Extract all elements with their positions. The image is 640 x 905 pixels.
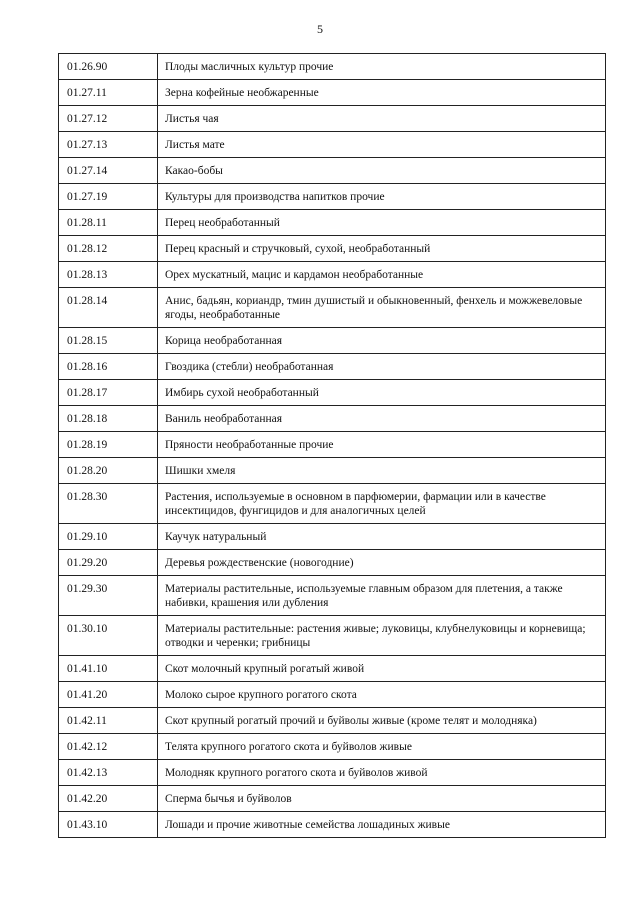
name-cell: Каучук натуральный <box>158 524 606 550</box>
table-row <box>59 432 606 458</box>
name-cell: Молодняк крупного рогатого скота и буйволов живой <box>158 760 606 786</box>
table-row <box>59 106 606 132</box>
code-cell: 01.29.30 <box>59 576 158 616</box>
code-cell: 01.42.20 <box>59 786 158 812</box>
name-cell: Шишки хмеля <box>158 458 606 484</box>
table-row <box>59 682 606 708</box>
code-cell: 01.28.12 <box>59 236 158 262</box>
code-cell: 01.28.14 <box>59 288 158 328</box>
name-cell: Листья чая <box>158 106 606 132</box>
name-cell: Перец красный и стручковый, сухой, необработанный <box>158 236 606 262</box>
name-cell: Пряности необработанные прочие <box>158 432 606 458</box>
table-row <box>59 328 606 354</box>
code-cell: 01.28.17 <box>59 380 158 406</box>
name-cell: Гвоздика (стебли) необработанная <box>158 354 606 380</box>
table-row <box>59 210 606 236</box>
name-cell: Скот молочный крупный рогатый живой <box>158 656 606 682</box>
name-cell: Какао-бобы <box>158 158 606 184</box>
name-cell: Скот крупный рогатый прочий и буйволы живые (кроме телят и молодняка) <box>158 708 606 734</box>
name-cell: Листья мате <box>158 132 606 158</box>
name-cell: Деревья рождественские (новогодние) <box>158 550 606 576</box>
name-cell: Растения, используемые в основном в парфюмерии, фармации или в качестве инсектицидов, фунгицидов и для аналогичных целей <box>158 484 606 524</box>
code-cell: 01.27.13 <box>59 132 158 158</box>
table-row <box>59 484 606 524</box>
table-row <box>59 158 606 184</box>
name-cell: Телята крупного рогатого скота и буйволов живые <box>158 734 606 760</box>
table-row <box>59 760 606 786</box>
code-cell: 01.29.20 <box>59 550 158 576</box>
code-cell: 01.28.20 <box>59 458 158 484</box>
table-row <box>59 80 606 106</box>
code-cell: 01.42.13 <box>59 760 158 786</box>
code-cell: 01.28.19 <box>59 432 158 458</box>
name-cell: Орех мускатный, мацис и кардамон необработанные <box>158 262 606 288</box>
table-row <box>59 616 606 656</box>
table-row <box>59 380 606 406</box>
code-cell: 01.28.11 <box>59 210 158 236</box>
table-row <box>59 132 606 158</box>
table-row <box>59 786 606 812</box>
code-cell: 01.26.90 <box>59 54 158 80</box>
code-cell: 01.27.19 <box>59 184 158 210</box>
code-cell: 01.30.10 <box>59 616 158 656</box>
name-cell: Сперма бычья и буйволов <box>158 786 606 812</box>
code-cell: 01.28.16 <box>59 354 158 380</box>
code-cell: 01.28.30 <box>59 484 158 524</box>
table-row <box>59 354 606 380</box>
classification-table <box>58 53 606 838</box>
table-row <box>59 656 606 682</box>
name-cell: Имбирь сухой необработанный <box>158 380 606 406</box>
table-row <box>59 812 606 838</box>
table-row <box>59 734 606 760</box>
code-cell: 01.41.10 <box>59 656 158 682</box>
table-row <box>59 550 606 576</box>
code-cell: 01.28.13 <box>59 262 158 288</box>
code-cell: 01.27.12 <box>59 106 158 132</box>
code-cell: 01.28.18 <box>59 406 158 432</box>
code-cell: 01.29.10 <box>59 524 158 550</box>
name-cell: Лошади и прочие животные семейства лошадиных живые <box>158 812 606 838</box>
name-cell: Корица необработанная <box>158 328 606 354</box>
name-cell: Зерна кофейные необжаренные <box>158 80 606 106</box>
code-cell: 01.27.11 <box>59 80 158 106</box>
table-row <box>59 54 606 80</box>
table-row <box>59 236 606 262</box>
name-cell: Ваниль необработанная <box>158 406 606 432</box>
name-cell: Плоды масличных культур прочие <box>158 54 606 80</box>
name-cell: Культуры для производства напитков прочие <box>158 184 606 210</box>
code-cell: 01.43.10 <box>59 812 158 838</box>
name-cell: Анис, бадьян, кориандр, тмин душистый и обыкновенный, фенхель и можжевеловые ягоды, необработанные <box>158 288 606 328</box>
table-row <box>59 576 606 616</box>
table-row <box>59 184 606 210</box>
table-row <box>59 262 606 288</box>
table-row <box>59 708 606 734</box>
page-number: 5 <box>317 22 323 36</box>
table-row <box>59 288 606 328</box>
name-cell: Молоко сырое крупного рогатого скота <box>158 682 606 708</box>
table-body <box>59 54 606 838</box>
code-cell: 01.28.15 <box>59 328 158 354</box>
name-cell: Материалы растительные, используемые главным образом для плетения, а также набивки, крашения или дубления <box>158 576 606 616</box>
code-cell: 01.42.12 <box>59 734 158 760</box>
code-cell: 01.27.14 <box>59 158 158 184</box>
code-cell: 01.42.11 <box>59 708 158 734</box>
name-cell: Материалы растительные: растения живые; луковицы, клубнелуковицы и корневища; отводки и черенки; грибницы <box>158 616 606 656</box>
table-row <box>59 406 606 432</box>
code-cell: 01.41.20 <box>59 682 158 708</box>
name-cell: Перец необработанный <box>158 210 606 236</box>
table-row <box>59 524 606 550</box>
table-row <box>59 458 606 484</box>
